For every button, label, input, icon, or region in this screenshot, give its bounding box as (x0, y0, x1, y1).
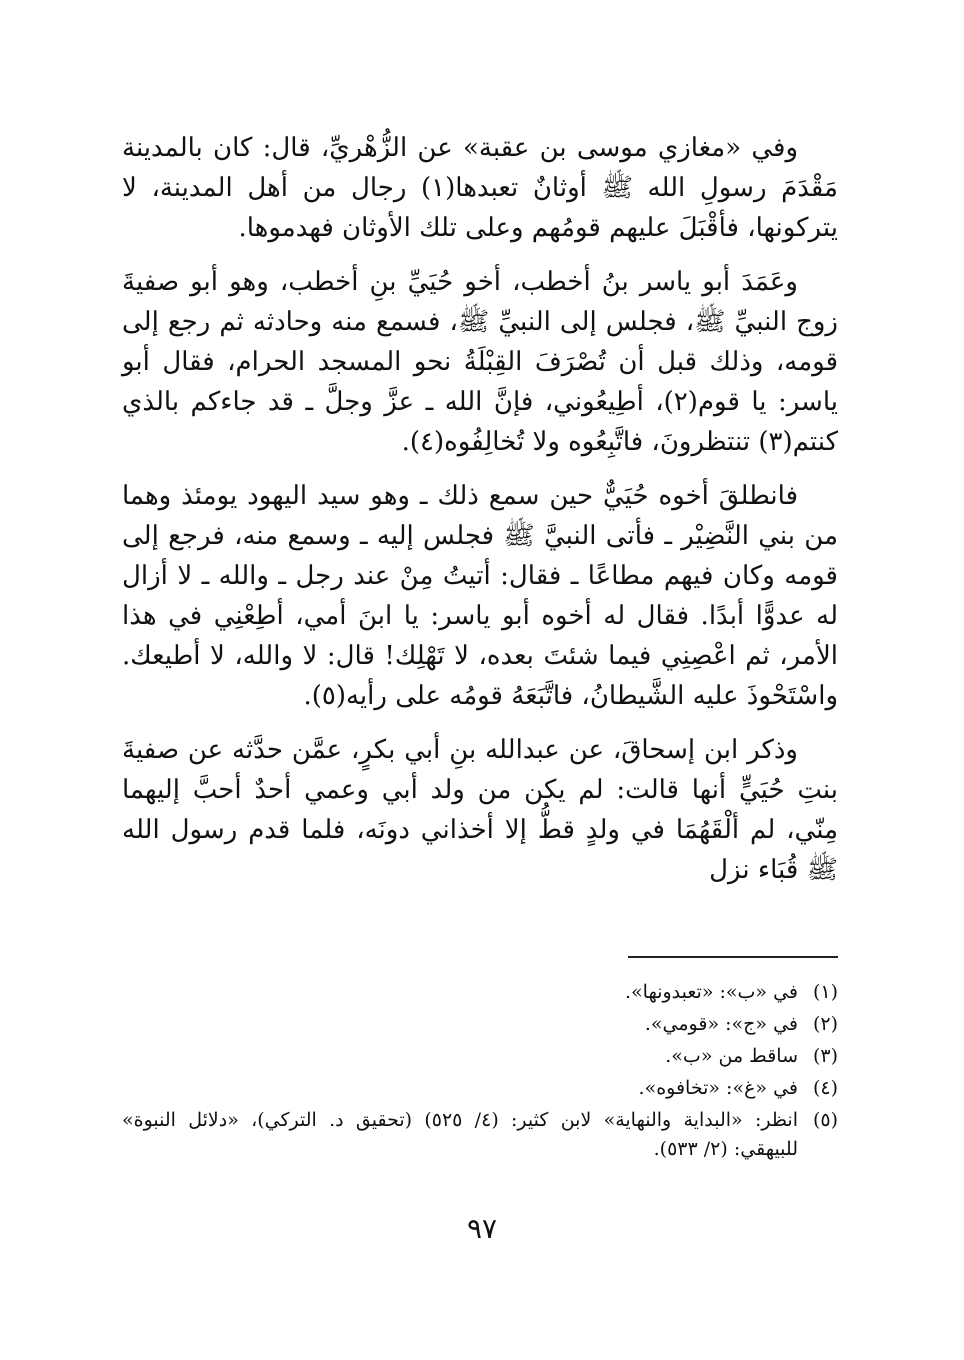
main-text (122, 128, 838, 904)
paragraph-3: فانطلقَ أخوه حُيَيٌّ حين سمع ذلك ـ وهو سيد اليهود يومئذ وهما من بني النَّضِيْر ـ فأتى النبيَّ ﷺ فجلس إليه ـ وسمع منه، فرجع إلى قومه وكان فيهم مطاعًا ـ فقال: أتيتُ مِنْ عند رجل ـ والله ـ لا أزال له عدوًّا أبدًا. فقال له أخوه أبو ياسر: يا ابنَ أمي، أطِعْنِي في هذا الأمر، ثم اعْصِنِي فيما شئتَ بعده، لا تَهْلِك! قال: لا والله، لا أطيعك. واسْتَحْوذَ عليه الشَّيطانُ، فاتَّبَعَهُ قومُه على رأيه(٥). (122, 481, 838, 711)
footnote-separator (628, 956, 838, 958)
footnote-number: (٥) (812, 1109, 838, 1131)
paragraph-1: وفي «مغازي موسى بن عقبة» عن الزُّهْريِّ، قال: كان بالمدينة مَقْدَمَ رسولِ الله ﷺ أوثانٌ تعبدها(١) رجال من أهل المدينة، لا يتركونها، فأقْبَلَ عليهم قومُهم وعلى تلك الأوثان فهدموها. (122, 133, 838, 243)
footnote-number: (٣) (812, 1045, 838, 1067)
page-number: ٩٧ (466, 1212, 498, 1245)
footnote-number: (١) (812, 981, 838, 1003)
footnote-text: في «غ»: «تخافوه». (638, 1077, 798, 1099)
footnote-number: (٤) (812, 1077, 838, 1099)
footnote-text: في «ج»: «قومي». (644, 1013, 798, 1035)
footnote-5 (122, 1106, 838, 1164)
footnote-3 (122, 1042, 838, 1071)
paragraph-2: وعَمَدَ أبو ياسر بنُ أخطب، أخو حُيَيِّ بنِ أخطب، وهو أبو صفيةَ زوج النبيِّ ﷺ، فجلس إلى النبيِّ ﷺ، فسمع منه وحادثه ثم رجع إلى قومه، وذلك قبل أن تُصْرَفَ القِبْلَةُ نحو المسجد الحرام، فقال أبو ياسر: يا قوم(٢)، أطِيعُوني، فإنَّ الله ـ عزَّ وجلَّ ـ قد جاءكم بالذي كنتم(٣) تنتظرونَ، فاتَّبِعُوه ولا تُخالِفُوه(٤). (122, 267, 838, 457)
footnote-text: في «ب»: «تعبدونها». (625, 981, 798, 1003)
footnote-4 (122, 1074, 838, 1103)
footnotes (122, 978, 838, 1167)
footnote-1 (122, 978, 838, 1007)
paragraph-4: وذكر ابن إسحاقَ، عن عبدالله بنِ أبي بكرٍ، عمَّن حدَّثه عن صفيةَ بنتِ حُيَيٍّ أنها قالت: لم يكن من ولد أبي وعمي أحدٌ أحبَّ إليهما مِنّي، لم ألْقَهُمَا في ولدٍ قطُّ إلا أخذاني دونَه، فلما قدم رسول الله ﷺ قُبَاء نزل (122, 735, 838, 885)
footnote-text: ساقط من «ب». (665, 1045, 798, 1067)
footnote-text: انظر: «البداية والنهاية» لابن كثير: (٤/ ٥٢٥) (تحقيق د. التركي)، «دلائل النبوة» للبيهقي: (٢/ ٥٣٣). (122, 1109, 798, 1160)
footnote-number: (٢) (812, 1013, 838, 1035)
footnote-2 (122, 1010, 838, 1039)
